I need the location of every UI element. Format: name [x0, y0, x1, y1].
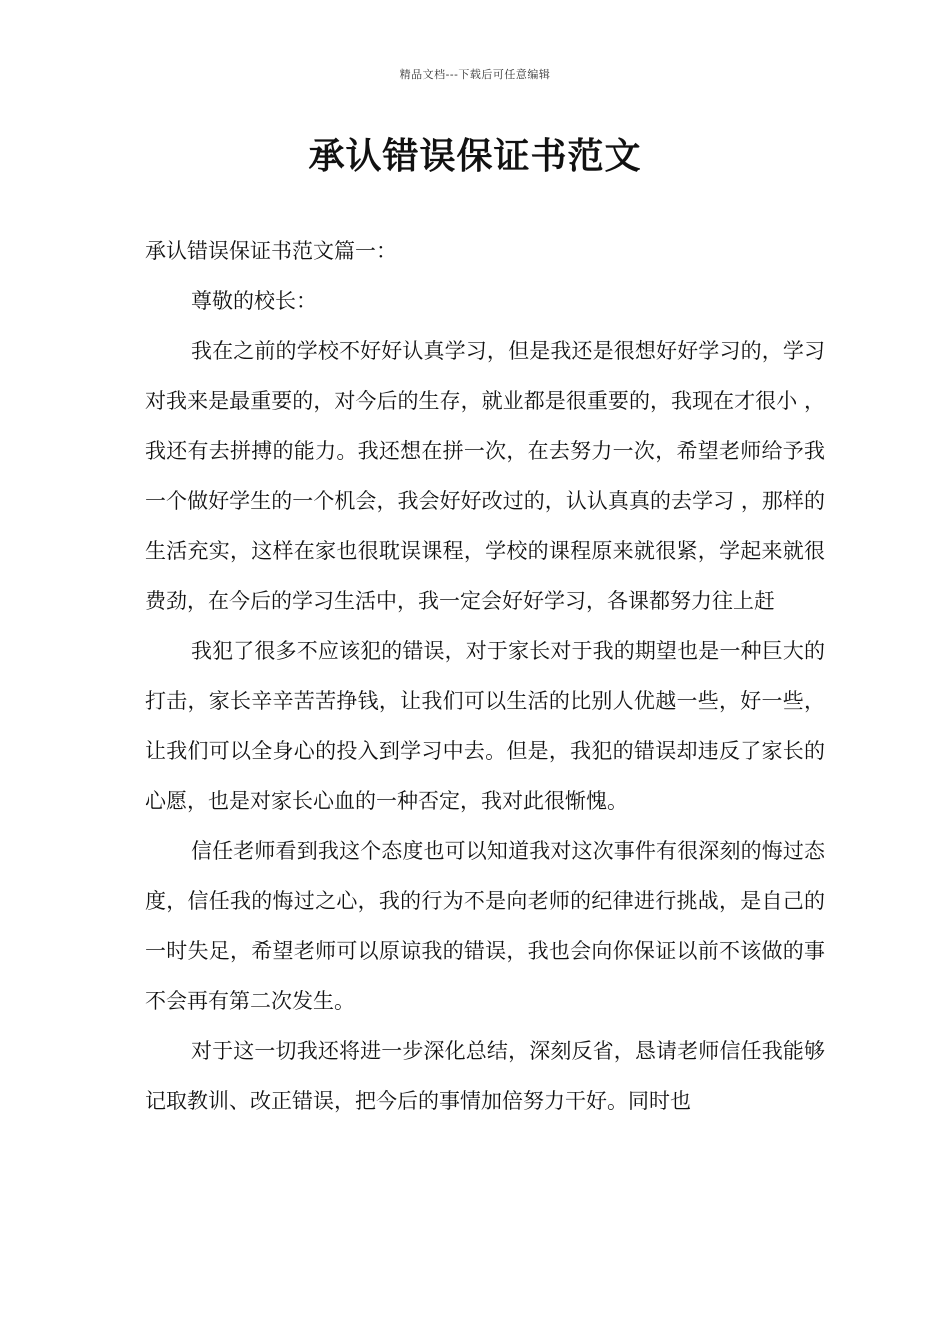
header-note: 精品文档---下载后可任意编辑	[399, 68, 551, 81]
body-paragraph-3: 信任老师看到我这个态度也可以知道我对这次事件有很深刻的悔过态度，信任我的悔过之心，我的行为不是向老师的纪律进行挑战，是自己的一时失足，希望老师可以原谅我的错误，我也会向你保证以前不该做的事不会再有第二次发生。	[145, 839, 825, 1013]
section-heading: 承认错误保证书范文篇一：	[145, 239, 397, 263]
body-paragraph-4: 对于这一切我还将进一步深化总结，深刻反省，恳请老师信任我能够记取教训、改正错误，把今后的事情加倍努力干好。同时也	[145, 1039, 825, 1113]
salutation: 尊敬的校长：	[191, 289, 317, 313]
body-paragraph-1: 我在之前的学校不好好认真学习，但是我还是很想好好学习的，学习对我来是最重要的，对今后的生存，就业都是很重要的，我现在才很小 ，我还有去拼搏的能力。我还想在拼一次，在去努力一次，希望老师给予我一个做好学生的一个机会，我会好好改过的，认认真真的去学习 ，那样的生活充实，这样在家也很耽误课程，学校的课程原来就很紧，学起来就很费劲，在今后的学习生活中，我一定会好好学习，各课都努力往上赶	[145, 339, 825, 613]
document-title: 承认错误保证书范文	[308, 135, 642, 177]
body-paragraph-2: 我犯了很多不应该犯的错误，对于家长对于我的期望也是一种巨大的打击，家长辛辛苦苦挣钱，让我们可以生活的比别人优越一些，好一些，让我们可以全身心的投入到学习中去。但是，我犯的错误却违反了家长的心愿，也是对家长心血的一种否定，我对此很惭愧。	[145, 639, 825, 813]
document-body	[145, 226, 825, 1126]
